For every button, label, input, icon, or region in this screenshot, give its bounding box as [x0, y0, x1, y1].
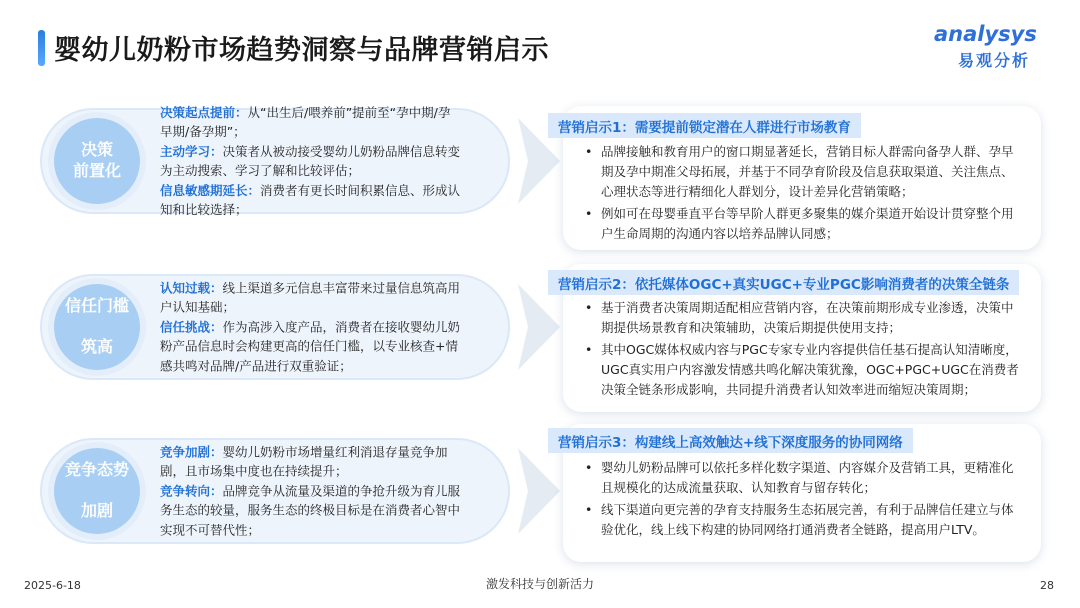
insight-pill-1 [40, 104, 510, 217]
strategy-card-3-list [563, 458, 1041, 540]
insight-pill-2 [40, 274, 510, 380]
strategy-1-bullet-2: • 例如可在母婴垂直平台等早阶人群更多聚集的媒介渠道开始设计贯穿整个用户生命周期的沟通内容以培养品牌认同感； [585, 204, 1023, 244]
insight-pill-3 [40, 438, 510, 544]
insight-2-text-2: 作为高涉入度产品，消费者在接收婴幼儿奶粉产品信息时会构建更高的信任门槛，以专业核查+情感共鸣对品牌/产品进行双重验证； [160, 319, 461, 374]
strategy-2-bullet-1: • 基于消费者决策周期适配相应营销内容，在决策前期形成专业渗透，决策中期提供场景教育和决策辅助，决策后期提供使用支持； [585, 298, 1023, 338]
logo-wordmark: analysys [934, 22, 1037, 46]
insight-3-label-1: 竞争加剧： [160, 444, 223, 460]
insight-2-label-1: 认知过载： [160, 280, 223, 296]
insight-circle-3-line1: 竞争态势 [64, 459, 129, 479]
insight-circle-1 [54, 118, 140, 204]
title-accent-bar [38, 30, 45, 66]
logo-chinese-name: 易观分析 [958, 51, 1031, 70]
insight-1-label-2: 主动学习： [160, 143, 223, 159]
insight-circle-2 [54, 284, 140, 370]
insight-1-label-3: 信息敏感期延长： [160, 182, 261, 198]
insight-circle-2-line2: 筑高 [80, 337, 113, 357]
footer-slogan: 激发科技与创新活力 [485, 577, 594, 591]
insight-text-3 [160, 443, 462, 540]
strategy-3-bullet-1: • 婴幼儿奶粉品牌可以依托多样化数字渠道、内容媒介及营销工具，更精准化且规模化的达成流量获取、认知教育与留存转化； [585, 458, 1023, 498]
footer-date: 2025-6-18 [24, 579, 81, 592]
insight-3-text-1: 婴幼儿奶粉市场增量红利消退存量竞争加剧，且市场集中度也在持续提升； [160, 444, 448, 479]
insight-circle-3 [54, 448, 140, 534]
page-number: 28 [1040, 579, 1054, 592]
strategy-card-1-title: 营销启示1：需要提前锁定潜在人群进行市场教育 [548, 113, 861, 138]
insight-1-text-1: 从“出生后/喂养前”提前至“孕中期/孕早期/备孕期”； [160, 104, 451, 140]
analysys-logo [934, 22, 1054, 82]
insight-2-text-1: 线上渠道多元信息丰富带来过量信息筑高用户认知基础； [160, 280, 461, 315]
strategy-card-3-title: 营销启示3：构建线上高效触达+线下深度服务的协同网络 [548, 428, 913, 453]
strategy-3-bullet-2: • 线下渠道向更完善的孕育支持服务生态拓展完善，有利于品牌信任建立与体验优化，线上线下构建的协同网络打通消费者全链路，提高用户LTV。 [585, 500, 1023, 540]
insight-3-label-2: 竞争转向： [160, 483, 223, 499]
insight-circle-3-line2: 加剧 [80, 501, 113, 521]
strategy-card-1-list [563, 142, 1041, 244]
insight-1-label-1: 决策起点提前： [160, 104, 248, 120]
insight-2-label-2: 信任挑战： [160, 319, 223, 335]
chevron-right-icon [518, 448, 560, 534]
insight-circle-1-line2: 前置化 [72, 161, 121, 180]
insight-3-text-2: 品牌竞争从流量及渠道的争抢升级为育儿服务生态的较量，服务生态的终极目标是在消费者心智中实现不可替代性； [160, 483, 461, 538]
strategy-1-bullet-1: • 品牌接触和教育用户的窗口期显著延长，营销目标人群需向备孕人群、孕早期及孕中期准父母拓展，并基于不同孕育阶段及信息获取渠道、关注焦点、心理状态等进行精细化人群划分，设计差异化营销策略； [585, 142, 1023, 202]
page-title: 婴幼儿奶粉市场趋势洞察与品牌营销启示 [54, 35, 549, 66]
strategy-2-bullet-2: • 其中OGC媒体权威内容与PGC专家专业内容提供信任基石提高认知清晰度，UGC真实用户内容激发情感共鸣化解决策犹豫，OGC+PGC+UGC在消费者决策全链条形成影响，共同提升消费者认知效率进而缩短决策周期； [585, 340, 1023, 400]
insight-circle-1-line1: 决策 [80, 140, 113, 160]
strategy-card-2-list [563, 298, 1041, 400]
insight-text-2 [160, 279, 462, 376]
chevron-right-icon [518, 284, 560, 370]
insight-1-text-3: 消费者有更长时间积累信息、形成认知和比较选择； [160, 182, 461, 217]
insight-text-1 [160, 103, 462, 219]
strategy-card-2-title: 营销启示2：依托媒体OGC+真实UGC+专业PGC影响消费者的决策全链条 [548, 270, 1019, 295]
insight-circle-2-line1: 信任门槛 [64, 295, 129, 315]
insight-1-text-2: 决策者从被动接受婴幼儿奶粉品牌信息转变为主动搜索、学习了解和比较评估； [160, 143, 461, 178]
